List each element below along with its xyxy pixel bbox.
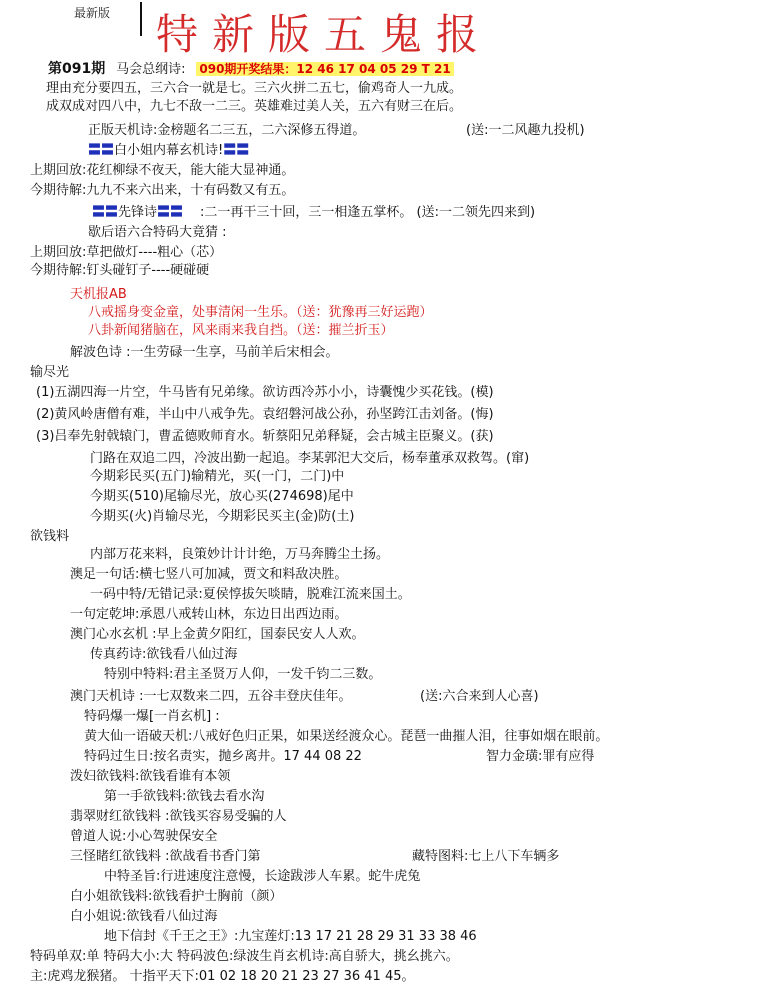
text-line: 第一手欲钱料:欲钱去看水沟 (104, 789, 265, 804)
poem-title: 马会总纲诗: (116, 62, 186, 77)
text-line: 输尽光 (30, 365, 70, 380)
marker-icon: 〓〓 (88, 143, 115, 158)
text-line: 一码中特/无错记录:夏侯惇拔矢啖睛，脱难江流来国土。 (90, 587, 411, 602)
text-line: 泼妇欲钱料:欲钱看谁有本领 (70, 769, 231, 784)
text-line: 八卦新闻猪脑在，风来雨来我自挡。（送：摧兰折玉） (88, 323, 394, 338)
lottery-result: 090期开奖结果：12 46 17 04 05 29 T 21 (196, 62, 453, 76)
text-line: 特码过生日:按名责实，抛乡离井。17 44 08 22 (84, 749, 362, 764)
text-line: 天机报AB (70, 287, 127, 302)
text-line (88, 142, 249, 160)
text-line: 中特圣旨:行进速度注意慢，长途跋涉人车累。蛇牛虎兔 (104, 869, 421, 884)
text-line: 一句定乾坤:承恩八戒转山林，东边日出西边雨。 (70, 607, 348, 622)
text-line: 八戒摇身变金童，处事清闲一生乐。（送：犹豫再三好运跑） (88, 305, 433, 320)
issue-number: 第091期 (48, 61, 106, 77)
text-line: 今期买(火)肖输尽光，今期彩民买主(金)防(土) (90, 509, 355, 524)
text-line: 成双成对四八中，九七不敌一二三。英雄难过美人关，五六有财三在后。 (46, 99, 463, 114)
text-line: 今期待解:九九不来六出来，十有码数又有五。 (30, 183, 295, 198)
issue-line (48, 60, 454, 79)
text-line: 门路在双追二四，冷波出勤一起追。李某郭汜大交后，杨奉董承双救驾。(窜) (90, 451, 530, 466)
text-line: 特码爆一爆[一肖玄机] : (84, 709, 220, 724)
text-line: 藏特图料:七上八下车辆多 (412, 849, 560, 864)
text-line: 澳足一句话:横七竖八可加减，贾文和料敌决胜。 (70, 567, 348, 582)
text-line: (送:一二风趣九投机) (466, 123, 585, 138)
text-line: 上期回放:花红柳绿不夜天，能大能大显神通。 (30, 163, 295, 178)
text-line (92, 204, 183, 222)
text-line: 歇后语六合特码大竟猜 : (88, 225, 227, 240)
text-line: (3)吕奉先射戟辕门，曹孟德败师育水。斩蔡阳兄弟释疑，会古城主臣聚义。(获) (36, 429, 494, 444)
text-line: 今期买(510)尾输尽光，放心买(274698)尾中 (90, 489, 354, 504)
text-line: 解波色诗 :一生劳碌一生享，马前羊后宋相会。 (70, 345, 339, 360)
text-line: 曾道人说:小心驾驶保安全 (70, 829, 218, 844)
marker-icon: 〓〓 (223, 143, 250, 158)
text-line: 内部万花来料，良策妙计计计绝，万马奔腾尘土扬。 (90, 547, 390, 562)
text-line: 智力金璜:罪有应得 (486, 749, 595, 764)
text-line: 翡翠财红欲钱料 :欲钱买容易受骗的人 (70, 809, 287, 824)
text-line: (2)黄风岭唐僧有难，半山中八戒争先。袁绍磐河战公孙，孙坚跨江击刘备。(悔) (36, 407, 494, 422)
text-line: 主:虎鸡龙猴猪。 十指平天下:01 02 18 20 21 23 27 36 41 45。 (30, 969, 415, 984)
text-line: (送:六合来到人心喜) (420, 689, 539, 704)
text-line: 黄大仙一语破天机:八戒好色归正果，如果送经渡众心。琵琶一曲摧人泪，往事如烟在眼前。 (84, 729, 609, 744)
marker-label: 先锋诗 (118, 205, 158, 220)
text-line: 今期彩民买(五门)输精光，买(一门，二门)中 (90, 469, 345, 484)
marker-icon: 〓〓 (92, 205, 119, 220)
text-line: 欲钱料 (30, 529, 70, 544)
text-line: 澳门天机诗 :一七双数来二四，五谷丰登庆佳年。 (70, 689, 352, 704)
text-line: 今期待解:钉头碰钉子----硬碰硬 (30, 263, 210, 278)
text-line: 澳门心水玄机 :早上金黄夕阳红，国泰民安人人欢。 (70, 627, 365, 642)
text-line: 地下信封《千王之王》:九宝莲灯:13 17 21 28 29 31 33 38 46 (104, 929, 477, 944)
text-line: :二一再干三十回，三一相逢五掌杯。 (送:一二领先四来到) (200, 205, 536, 220)
text-line: 上期回放:草把做灯----粗心（芯） (30, 245, 223, 260)
edition-badge: 最新版 (74, 6, 111, 20)
text-line: 理由充分要四五，三六合一就是七。三六火拼二五七，偷鸡奇人一九成。 (46, 81, 463, 96)
text-line: 正版天机诗:金榜题名二三五，二六深修五得道。 (88, 123, 366, 138)
marker-icon: 〓〓 (157, 205, 184, 220)
text-line: 三怪睹红欲钱料 :欲战看书香门第 (70, 849, 261, 864)
page-title: 特新版五鬼报 (156, 10, 493, 59)
text-line: 白小姐说:欲钱看八仙过海 (70, 909, 218, 924)
marker-label: 白小姐内幕玄机诗! (114, 143, 224, 158)
text-line: 特别中特料:君主圣贤万人仰，一发千钧二三数。 (104, 667, 382, 682)
text-line: 传真药诗:欲钱看八仙过海 (90, 647, 238, 662)
text-line: 特码单双:单 特码大小:大 特码波色:绿波生肖玄机诗:高自骄大，挑幺挑六。 (30, 949, 459, 964)
divider (140, 2, 142, 36)
text-line: 白小姐欲钱料:欲钱看护士胸前（颜） (70, 889, 283, 904)
text-line: (1)五湖四海一片空，牛马皆有兄弟缘。欲访西冷苏小小，诗囊愧少买花钱。(模) (36, 385, 494, 400)
